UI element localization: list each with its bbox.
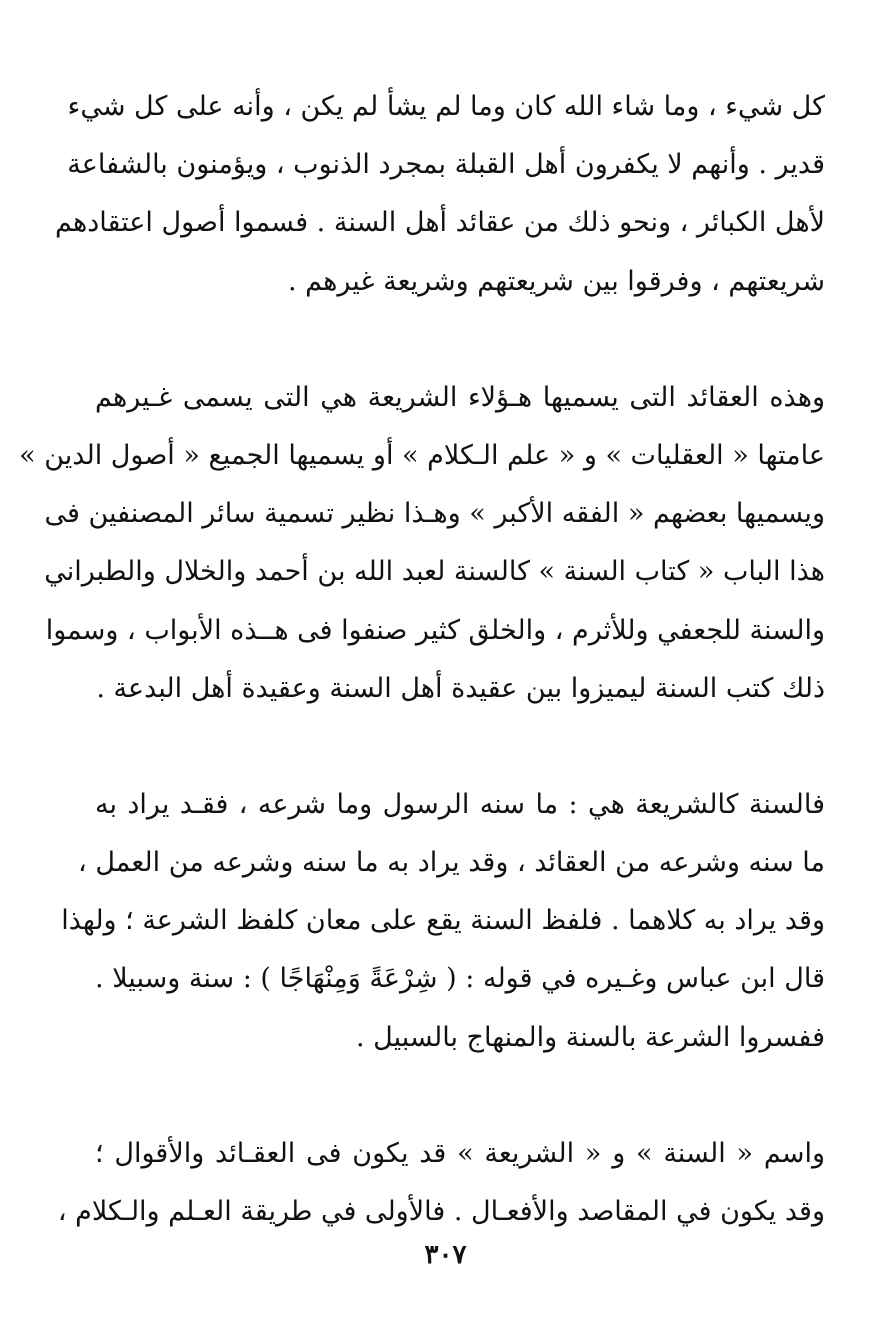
text-line: كل شيء ، وما شاء الله كان وما لم يشأ لم يكن ، وأنه على كل شيء [67, 91, 825, 122]
paragraph [55, 78, 825, 311]
page-number: ٣٠٧ [424, 1240, 467, 1270]
paragraph [61, 776, 825, 1067]
text-line: ويسميها بعضهم « الفقه الأكبر » وهـذا نظير تسمية سائر المصنفين فى [44, 498, 825, 530]
text-line: قدير . وأنهم لا يكفرون أهل القبلة بمجرد الذنوب ، ويؤمنون بالشفاعة [67, 149, 825, 181]
page-body [19, 78, 825, 1241]
text-line: ذلك كتب السنة ليميزوا بين عقيدة أهل السنة وعقيدة أهل البدعة . [96, 672, 825, 704]
text-line: ما سنه وشرعه من العقائد ، وقد يراد به ما سنه وشرعه من العمل ، [78, 847, 825, 879]
paragraph-gap [95, 718, 825, 776]
text-line: عامتها « العقليات » و « علم الـكلام » أو يسميها الجميع « أصول الدين » [19, 439, 825, 471]
text-line: وقد يراد به كلاهما . فلفظ السنة يقع على معان كلفظ الشرعة ؛ ولهذا [61, 905, 825, 937]
paragraph [57, 1125, 825, 1241]
paragraph [19, 369, 825, 718]
paragraph-gap [95, 311, 825, 369]
text-line: هذا الباب « كتاب السنة » كالسنة لعبد الله بن أحمد والخلال والطبراني [44, 556, 825, 588]
text-line: والسنة للجعفي وللأثرم ، والخلق كثير صنفوا فى هــذه الأبواب ، وسموا [45, 614, 825, 646]
text-line: قال ابن عباس وغـيره في قوله : ( شِرْعَةً وَمِنْهَاجًا ) : سنة وسبيلا . [95, 963, 825, 995]
text-line: وهذه العقائد التى يسميها هـؤلاء الشريعة هي التى يسمى غـيرهم [95, 381, 825, 413]
text-line: وقد يكون في المقاصد والأفعـال . فالأولى في طريقة العـلم والـكلام ، [57, 1196, 825, 1227]
text-line: ففسروا الشرعة بالسنة والمنهاج بالسبيل . [356, 1021, 825, 1053]
text-line: فالسنة كالشريعة هي : ما سنه الرسول وما شرعه ، فقـد يراد به [95, 788, 825, 820]
text-line: واسم « السنة » و « الشريعة » قد يكون فى العقـائد والأقوال ؛ [95, 1137, 825, 1169]
text-line: شريعتهم ، وفرقوا بين شريعتهم وشريعة غيرهم . [288, 265, 825, 297]
paragraph-gap [95, 1067, 825, 1125]
text-line: لأهل الكبائر ، ونحو ذلك من عقائد أهل السنة . فسموا أصول اعتقادهم [55, 207, 825, 239]
